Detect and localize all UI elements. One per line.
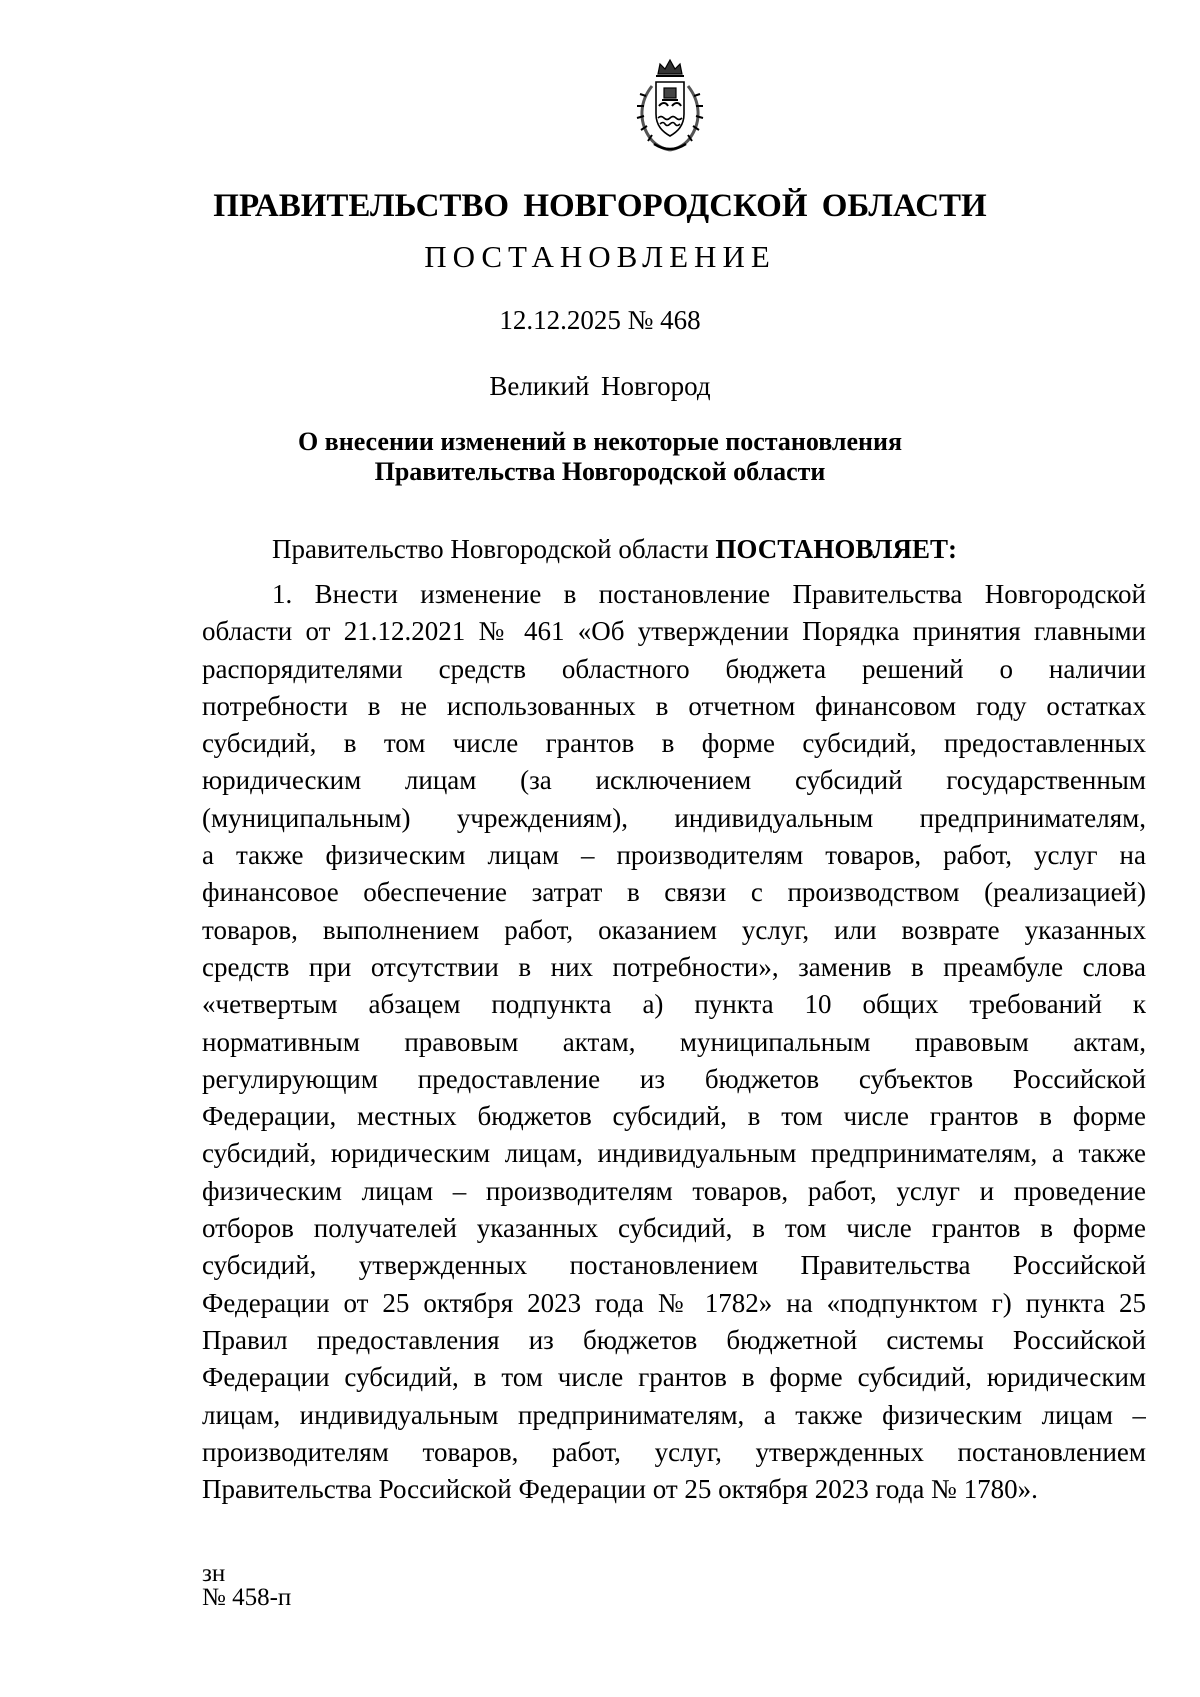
paragraph-line: «четвертым абзацем подпункта а) пункта 10 общих требований к bbox=[202, 989, 1146, 1020]
footer-number: № 458-п bbox=[202, 1584, 292, 1611]
paragraph-line: (муниципальным) учреждениям), индивидуальным предпринимателям, bbox=[202, 802, 1146, 833]
paragraph-line: субсидий, утвержденных постановлением Правительства Российской bbox=[202, 1250, 1146, 1281]
paragraph-line: 1. Внести изменение в постановление Правительства Новгородской bbox=[272, 579, 1146, 609]
paragraph-line: потребности в не использованных в отчетном финансовом году остатках bbox=[202, 690, 1146, 721]
document-type: ПОСТАНОВЛЕНИЕ bbox=[424, 239, 776, 274]
paragraph-line: распорядителями средств областного бюджета решений о наличии bbox=[202, 653, 1146, 684]
paragraph-line: а также физическим лицам – производителям товаров, работ, услуг на bbox=[202, 840, 1146, 871]
footer-note bbox=[202, 1562, 291, 1610]
paragraph-line: лицам, индивидуальным предпринимателям, а также физическим лицам – bbox=[202, 1399, 1146, 1430]
paragraph-line: товаров, выполнением работ, оказанием услуг, или возврате указанных bbox=[202, 914, 1146, 945]
coat-of-arms-icon bbox=[632, 56, 708, 156]
paragraph-line: Федерации, местных бюджетов субсидий, в том числе грантов в форме bbox=[202, 1101, 1146, 1132]
paragraph-line: регулирующим предоставление из бюджетов субъектов Российской bbox=[202, 1063, 1146, 1094]
preamble-text: Правительство Новгородской области bbox=[272, 534, 716, 564]
paragraph-line: Правительства Российской Федерации от 25 октября 2023 года № 1780». bbox=[202, 1474, 1038, 1505]
footer-initials: зн bbox=[202, 1560, 226, 1587]
paragraph-line: юридическим лицам (за исключением субсидий государственным bbox=[202, 765, 1146, 796]
paragraph-line: субсидий, в том числе грантов в форме субсидий, предоставленных bbox=[202, 728, 1146, 759]
preamble-decree-word: ПОСТАНОВЛЯЕТ: bbox=[715, 534, 957, 564]
paragraph-line: производителям товаров, работ, услуг, утвержденных постановлением bbox=[202, 1436, 1146, 1467]
document-city: Великий Новгород bbox=[489, 371, 711, 401]
preamble bbox=[272, 532, 957, 566]
paragraph-line: финансовое обеспечение затрат в связи с производством (реализацией) bbox=[202, 877, 1146, 908]
document-heading bbox=[0, 427, 1200, 487]
paragraph-line: Правил предоставления из бюджетов бюджетной системы Российской bbox=[202, 1324, 1146, 1355]
heading-line-2: Правительства Новгородской области bbox=[374, 457, 826, 486]
document-date-number: 12.12.2025 № 468 bbox=[499, 305, 701, 335]
paragraph-1 bbox=[202, 576, 1146, 1508]
paragraph-line: Федерации от 25 октября 2023 года № 1782» на «подпунктом г) пункта 25 bbox=[202, 1287, 1146, 1318]
paragraph-line: физическим лицам – производителям товаров, работ, услуг и проведение bbox=[202, 1175, 1146, 1206]
paragraph-line: субсидий, юридическим лицам, индивидуальным предпринимателям, а также bbox=[202, 1138, 1146, 1169]
paragraph-line: нормативным правовым актам, муниципальным правовым актам, bbox=[202, 1026, 1146, 1057]
paragraph-line: области от 21.12.2021 № 461 «Об утверждении Порядка принятия главными bbox=[202, 616, 1146, 647]
paragraph-line: отборов получателей указанных субсидий, в том числе грантов в форме bbox=[202, 1213, 1146, 1244]
paragraph-line: Федерации субсидий, в том числе грантов в форме субсидий, юридическим bbox=[202, 1362, 1146, 1393]
paragraph-line: средств при отсутствии в них потребности», заменив в преамбуле слова bbox=[202, 951, 1146, 982]
heading-line-1: О внесении изменений в некоторые постановления bbox=[297, 427, 903, 456]
government-title: ПРАВИТЕЛЬСТВО НОВГОРОДСКОЙ ОБЛАСТИ bbox=[213, 188, 987, 224]
